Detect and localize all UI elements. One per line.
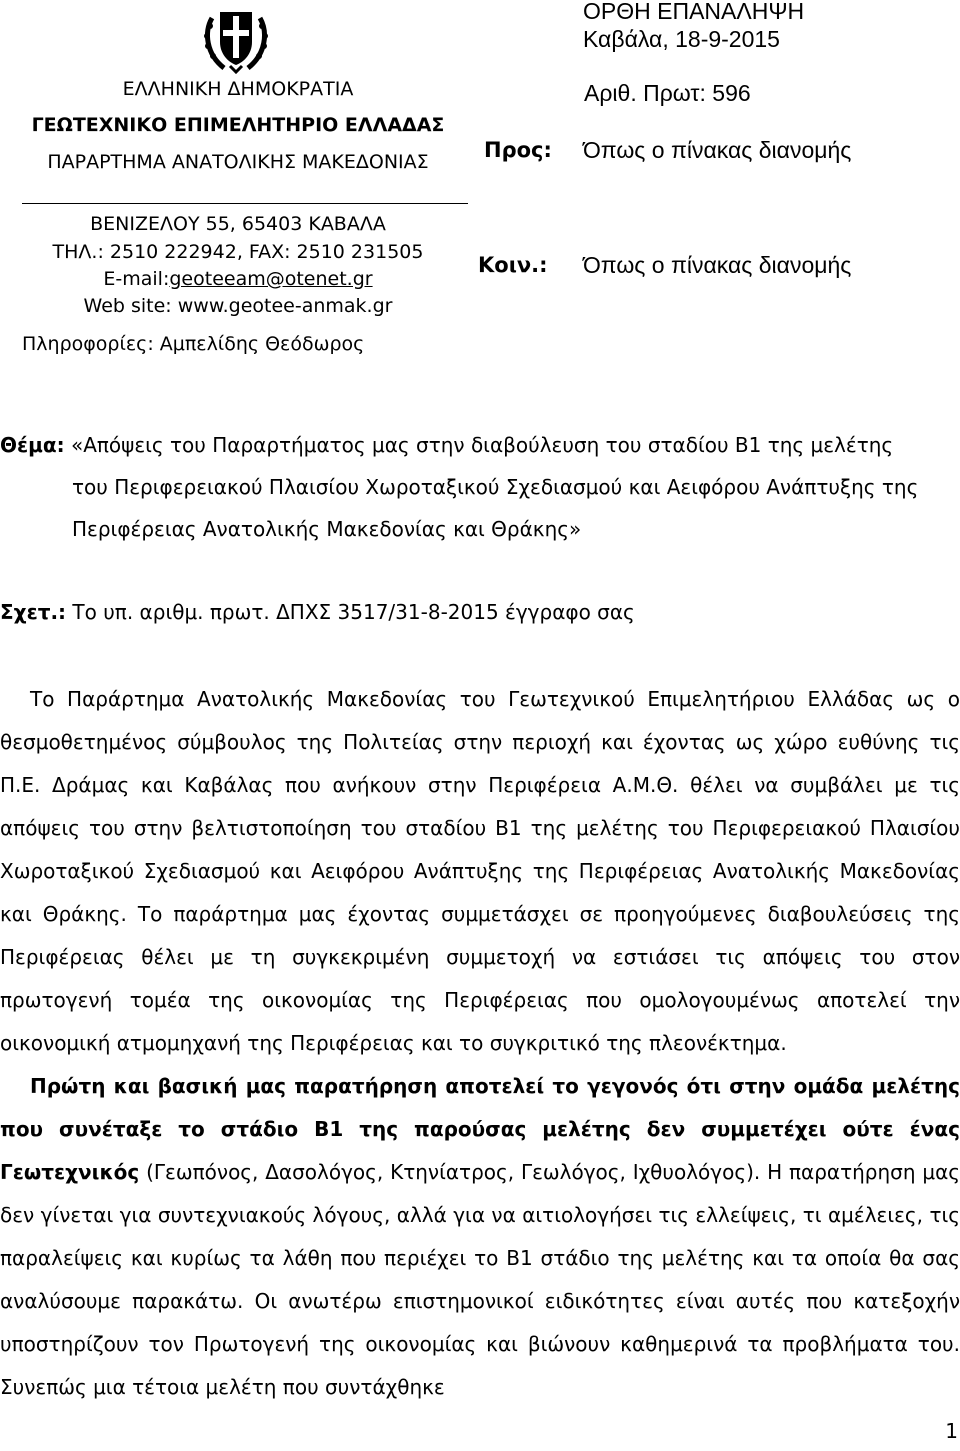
to-value: Όπως ο πίνακας διανομής xyxy=(583,137,852,163)
header-chamber: ΓΕΩΤΕΧΝΙΚΟ ΕΠΙΜΕΛΗΤΗΡΙΟ ΕΛΛΑΔΑΣ xyxy=(31,114,445,136)
body-text xyxy=(0,678,960,1409)
header-country: ΕΛΛΗΝΙΚΗ ΔΗΜΟΚΡΑΤΙΑ xyxy=(122,78,354,100)
header-web: Web site: www.geotee-anmak.gr xyxy=(83,295,393,317)
header-address: ΒΕΝΙΖΕΛΟΥ 55, 65403 ΚΑΒΑΛΑ xyxy=(90,213,386,235)
paragraph-2 xyxy=(0,1065,960,1409)
reference-text: Το υπ. αριθμ. πρωτ. ΔΠΧΣ 3517/31-8-2015 έγγραφο σας xyxy=(66,600,635,624)
reference-label: Σχετ.: xyxy=(0,600,67,624)
subject-line-2: του Περιφερειακού Πλαισίου Χωροταξικού Σχεδιασμού και Αειφόρου Ανάπτυξης της xyxy=(72,475,919,499)
cc-label: Κοιν.: xyxy=(478,253,548,277)
to-label: Προς: xyxy=(484,138,552,162)
subject-label: Θέμα: xyxy=(0,433,65,457)
paragraph-2-bold: Πρώτη και βασική μας παρατήρηση αποτελεί το γεγονός ότι στην ομάδα μελέτης που συνέταξε το στάδιο Β1 της παρούσας μελέτης δεν συμμετέχει ούτε ένας Γεωτεχνικός xyxy=(0,1074,960,1184)
protocol-number: Αριθ. Πρωτ: 596 xyxy=(584,80,751,106)
header-phone: ΤΗΛ.: 2510 222942, FAX: 2510 231505 xyxy=(52,241,424,263)
subject xyxy=(0,424,960,550)
reissue-label: ΟΡΘΗ ΕΠΑΝΑΛΗΨΗ xyxy=(583,0,805,24)
page-number: 1 xyxy=(945,1419,958,1443)
email-link[interactable]: geoteeam@otenet.gr xyxy=(169,268,373,290)
info-contact: Πληροφορίες: Αμπελίδης Θεόδωρος xyxy=(22,333,365,355)
paragraph-1: Το Παράρτημα Ανατολικής Μακεδονίας του Γεωτεχνικού Επιμελητήριου Ελλάδας ως ο θεσμοθετημένος σύμβουλος της Πολιτείας στην περιοχή και έχοντας ως χώρο ευθύνης τις Π.Ε. Δράμας και Καβάλας που ανήκουν στην Περιφέρεια Α.Μ.Θ. θέλει να συμβάλει με τις απόψεις του στην βελτιστοποίηση του σταδίου Β1 της μελέτης του Περιφερειακού Πλαισίου Χωροταξικού Σχεδιασμού και Αειφόρου Ανάπτυξης της Περιφέρειας Ανατολικής Μακεδονίας και Θράκης. Το παράρτημα μας έχοντας συμμετάσχει σε προηγούμενες διαβουλεύσεις της Περιφέρειας θέλει με τη συγκεκριμένη συμμετοχή να εστιάσει τις απόψεις του στον πρωτογενή τομέα της οικονομίας της Περιφέρειας που ομολογουμένως αποτελεί την οικονομική ατμομηχανή της Περιφέρειας και το συγκριτικό της πλεονέκτημα. xyxy=(0,687,960,1055)
paragraph-2-rest: (Γεωπόνος, Δασολόγος, Κτηνίατρος, Γεωλόγος, Ιχθυολόγος). Η παρατήρηση μας δεν γίνεται για συντεχνιακούς λόγους, αλλά για να αιτιολογήσει τις ελλείψεις, τι αμέλειες, τις παραλείψεις και κυρίως τα λάθη που περιέχει το Β1 στάδιο της μελέτης και τα οποία θα σας αναλύσουμε παρακάτω. Οι ανωτέρω επιστημονικοί ειδικότητες είναι αυτές που κατεξοχήν υποστηρίζουν τον Πρωτογενή της οικονομίας και βιώνουν καθημερινά τα προβλήματα του. Συνεπώς μια τέτοια μελέτη που συντάχθηκε xyxy=(0,1160,960,1399)
subject-line-3: Περιφέρειας Ανατολικής Μακεδονίας και Θράκης» xyxy=(72,517,582,541)
header-divider xyxy=(22,203,468,204)
cc-value: Όπως ο πίνακας διανομής xyxy=(583,252,852,278)
reference xyxy=(0,600,635,624)
place-date: Καβάλα, 18-9-2015 xyxy=(583,26,780,52)
subject-line-1: «Απόψεις του Παραρτήματος μας στην διαβούλευση του σταδίου Β1 της μελέτης xyxy=(64,433,894,457)
header-branch: ΠΑΡΑΡΤΗΜΑ ΑΝΑΤΟΛΙΚΗΣ ΜΑΚΕΔΟΝΙΑΣ xyxy=(47,151,429,173)
greek-coat-of-arms-icon xyxy=(198,2,274,74)
header-email: E-mail:geoteeam@otenet.gr xyxy=(103,268,373,290)
